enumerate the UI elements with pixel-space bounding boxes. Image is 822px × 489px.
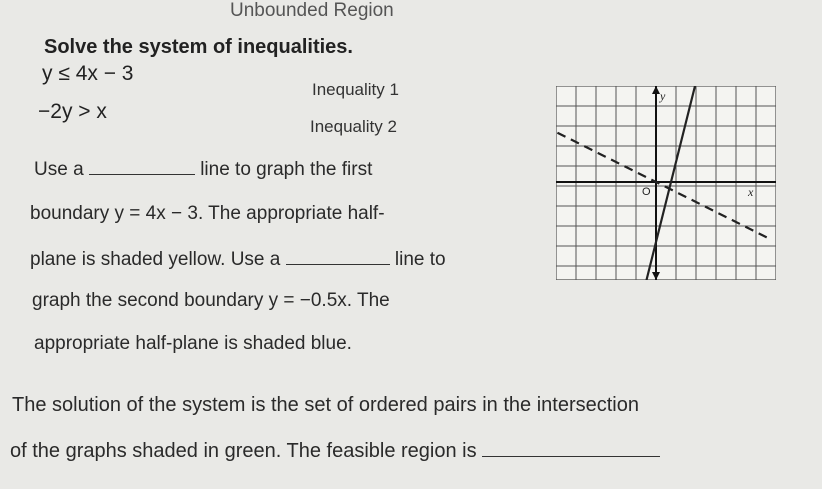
line3-start: plane is shaded yellow. Use a [30, 249, 281, 270]
x-axis-label: x [748, 185, 754, 199]
paragraph-line-1 [34, 158, 372, 181]
inequality-2-label: Inequality 2 [310, 117, 397, 136]
line1-start: Use a [34, 159, 84, 180]
line-type-blank-1[interactable] [89, 158, 195, 175]
line1-end: line to graph the first [200, 159, 373, 180]
feasible-region-blank[interactable] [482, 440, 660, 457]
coordinate-graph [556, 86, 776, 280]
solution-line-1: The solution of the system is the set of ordered pairs in the intersection [12, 394, 639, 416]
section-header: Unbounded Region [230, 0, 394, 21]
paragraph-line-4: graph the second boundary y = −0.5x. The [32, 290, 390, 311]
paragraph-line-5: appropriate half-plane is shaded blue. [34, 333, 352, 354]
inequality-1-label: Inequality 1 [312, 80, 399, 99]
origin-label: O [642, 186, 651, 198]
solution-text: of the graphs shaded in green. The feasible region is [10, 440, 477, 462]
line3-end: line to [394, 249, 446, 270]
line-type-blank-2[interactable] [286, 248, 390, 265]
y-axis-label: y [660, 89, 666, 103]
problem-title: Solve the system of inequalities. [44, 36, 353, 58]
paragraph-line-3 [30, 248, 446, 271]
paragraph-line-2: boundary y = 4x − 3. The appropriate half- [30, 203, 385, 224]
inequality-2: −2y > x [38, 100, 107, 123]
inequality-1: y ≤ 4x − 3 [42, 62, 134, 85]
solution-line-2 [10, 440, 660, 463]
